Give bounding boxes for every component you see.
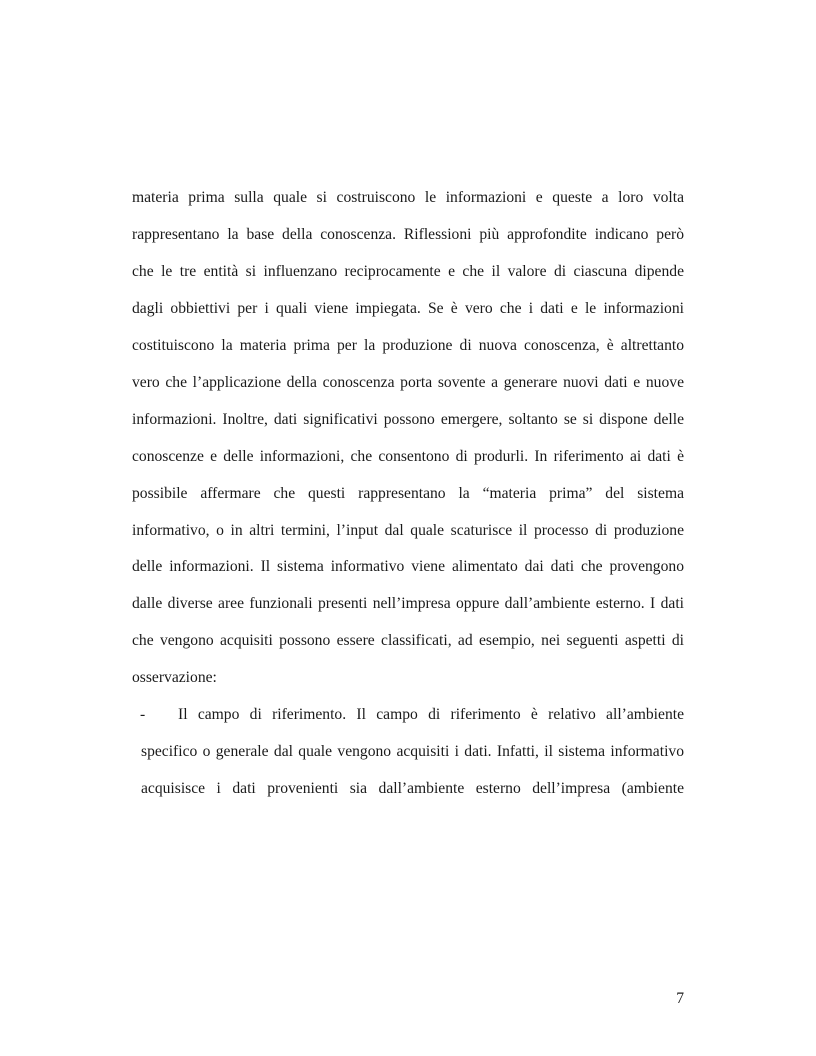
paragraph-line: che le tre entità si influenzano reciprocamente e che il valore di ciascuna dipende bbox=[132, 263, 684, 280]
paragraph-line: informativo, o in altri termini, l’input dal quale scaturisce il processo di produzione bbox=[132, 522, 684, 539]
paragraph-line: dalle diverse aree funzionali presenti nell’impresa oppure dall’ambiente esterno. I dati bbox=[132, 595, 684, 612]
paragraph-line: che vengono acquisiti possono essere classificati, ad esempio, nei seguenti aspetti di bbox=[132, 632, 684, 649]
bullet-line: Il campo di riferimento. Il campo di riferimento è relativo all’ambiente bbox=[178, 706, 684, 723]
paragraph-line: rappresentano la base della conoscenza. Riflessioni più approfondite indicano però bbox=[132, 226, 684, 243]
bullet-marker: - bbox=[140, 706, 146, 723]
paragraph-line: possibile affermare che questi rappresentano la “materia prima” del sistema bbox=[132, 485, 684, 502]
paragraph-line: delle informazioni. Il sistema informativo viene alimentato dai dati che provengono bbox=[132, 558, 684, 575]
paragraph-line: costituiscono la materia prima per la produzione di nuova conoscenza, è altrettanto bbox=[132, 337, 684, 354]
paragraph-line: conoscenze e delle informazioni, che consentono di produrli. In riferimento ai dati è bbox=[132, 448, 684, 465]
paragraph-line: informazioni. Inoltre, dati significativi possono emergere, soltanto se si dispone delle bbox=[132, 411, 684, 428]
paragraph-line: materia prima sulla quale si costruiscono le informazioni e queste a loro volta bbox=[132, 189, 684, 206]
bullet-line: specifico o generale dal quale vengono acquisiti i dati. Infatti, il sistema informativo bbox=[141, 743, 684, 760]
paragraph-line: osservazione: bbox=[132, 669, 217, 686]
bullet-line: acquisisce i dati provenienti sia dall’ambiente esterno dell’impresa (ambiente bbox=[141, 780, 684, 797]
paragraph-line: vero che l’applicazione della conoscenza porta sovente a generare nuovi dati e nuove bbox=[132, 374, 684, 391]
page-number: 7 bbox=[676, 990, 684, 1007]
paragraph-line: dagli obbiettivi per i quali viene impiegata. Se è vero che i dati e le informazioni bbox=[132, 300, 684, 317]
